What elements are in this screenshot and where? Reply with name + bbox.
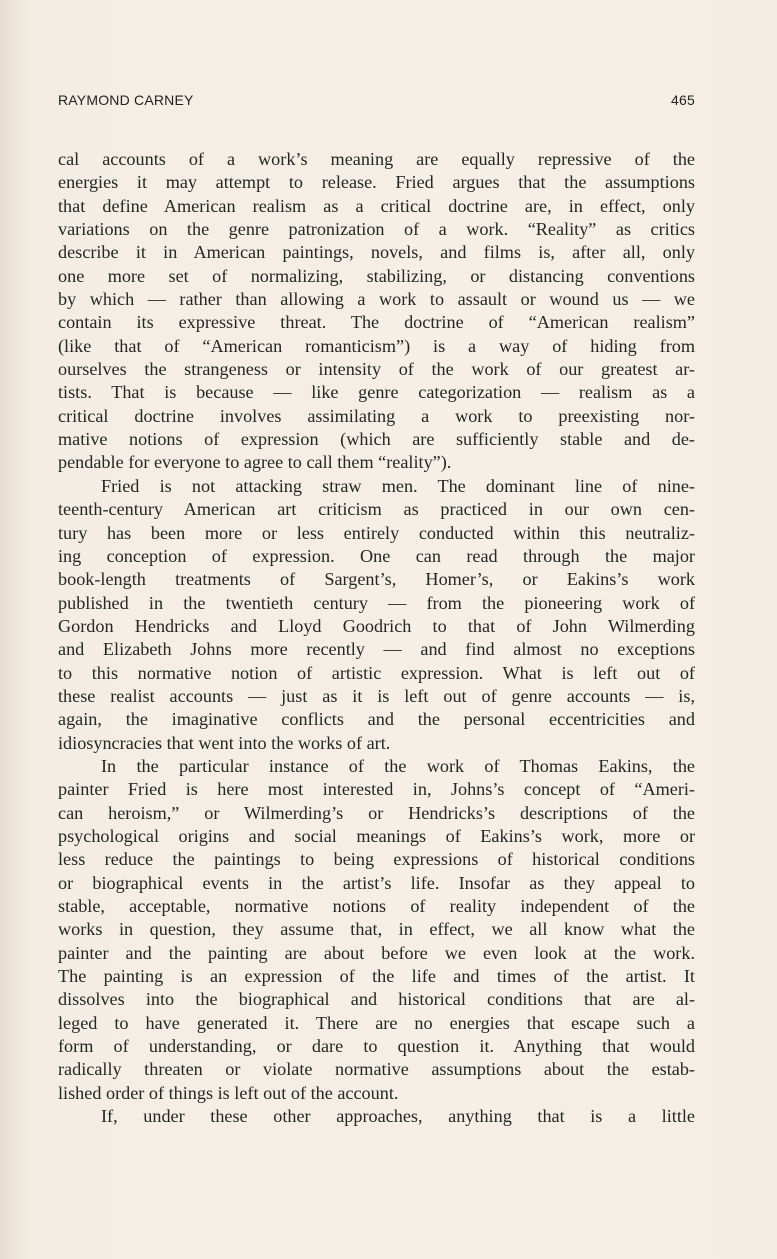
text-line: teenth-century American art criticism as practiced in our own cen- [58, 499, 695, 520]
text-line: lished order of things is left out of the account. [58, 1082, 399, 1103]
text-line: painter Fried is here most interested in, Johns’s concept of “Ameri- [58, 779, 695, 800]
text-line: and Elizabeth Johns more recently — and find almost no exceptions [58, 639, 695, 660]
text-line: ing conception of expression. One can read through the major [58, 545, 695, 566]
text-line: If, under these other approaches, anything that is a little [101, 1106, 695, 1127]
text-line: psychological origins and social meanings of Eakins’s work, more or [58, 825, 695, 846]
text-line: energies it may attempt to release. Fried argues that the assumptions [58, 172, 695, 193]
text-line: form of understanding, or dare to question it. Anything that would [58, 1036, 695, 1057]
text-line: The painting is an expression of the life and times of the artist. It [58, 966, 695, 987]
text-line: radically threaten or violate normative assumptions about the estab- [58, 1059, 695, 1080]
text-line: cal accounts of a work’s meaning are equally repressive of the [58, 149, 695, 169]
text-line: ourselves the strangeness or intensity of the work of our greatest ar- [58, 359, 695, 380]
text-line: describe it in American paintings, novels, and films is, after all, only [58, 242, 695, 263]
text-line: pendable for everyone to agree to call them “reality”). [58, 452, 452, 473]
text-line: idiosyncracies that went into the works of art. [58, 732, 391, 753]
text-line: Fried is not attacking straw men. The dominant line of nine- [101, 475, 695, 496]
text-line: published in the twentieth century — from the pioneering work of [58, 592, 695, 613]
text-line: one more set of normalizing, stabilizing, or distancing conventions [58, 265, 695, 286]
text-line: painter and the painting are about before we even look at the work. [58, 942, 695, 963]
text-line: (like that of “American romanticism”) is a way of hiding from [58, 335, 695, 356]
text-line: these realist accounts — just as it is left out of genre accounts — is, [58, 685, 695, 706]
text-line: In the particular instance of the work of Thomas Eakins, the [101, 755, 695, 776]
text-line: leged to have generated it. There are no energies that escape such a [58, 1012, 695, 1033]
page-number: 465 [671, 92, 695, 108]
text-line: tists. That is because — like genre categorization — realism as a [58, 382, 695, 403]
running-header [58, 92, 695, 108]
text-line: again, the imaginative conflicts and the personal eccentricities and [58, 709, 695, 730]
text-line: tury has been more or less entirely conducted within this neutraliz- [58, 522, 695, 543]
text-line: critical doctrine involves assimilating a work to preexisting nor- [58, 405, 695, 426]
text-line: book-length treatments of Sargent’s, Homer’s, or Eakins’s work [58, 569, 695, 590]
text-line: mative notions of expression (which are sufficiently stable and de- [58, 429, 695, 450]
text-line: stable, acceptable, normative notions of reality independent of the [58, 896, 695, 916]
text-line: works in question, they assume that, in effect, we all know what the [58, 919, 695, 940]
text-line: Gordon Hendricks and Lloyd Goodrich to that of John Wilmerding [58, 615, 695, 636]
text-line: by which — rather than allowing a work to assault or wound us — we [58, 289, 695, 310]
text-line: to this normative notion of artistic expression. What is left out of [58, 662, 695, 683]
text-line: dissolves into the biographical and historical conditions that are al- [58, 989, 695, 1010]
text-line: can heroism,” or Wilmerding’s or Hendricks’s descriptions of the [58, 802, 695, 823]
text-line: less reduce the paintings to being expressions of historical conditions [58, 849, 695, 870]
body-text [58, 148, 695, 1128]
text-line: contain its expressive threat. The doctrine of “American realism” [58, 312, 695, 333]
running-head-author: RAYMOND CARNEY [58, 92, 194, 108]
text-line: variations on the genre patronization of a work. “Reality” as critics [58, 219, 695, 240]
text-line: or biographical events in the artist’s life. Insofar as they appeal to [58, 872, 695, 893]
text-line: that define American realism as a critical doctrine are, in effect, only [58, 195, 695, 216]
